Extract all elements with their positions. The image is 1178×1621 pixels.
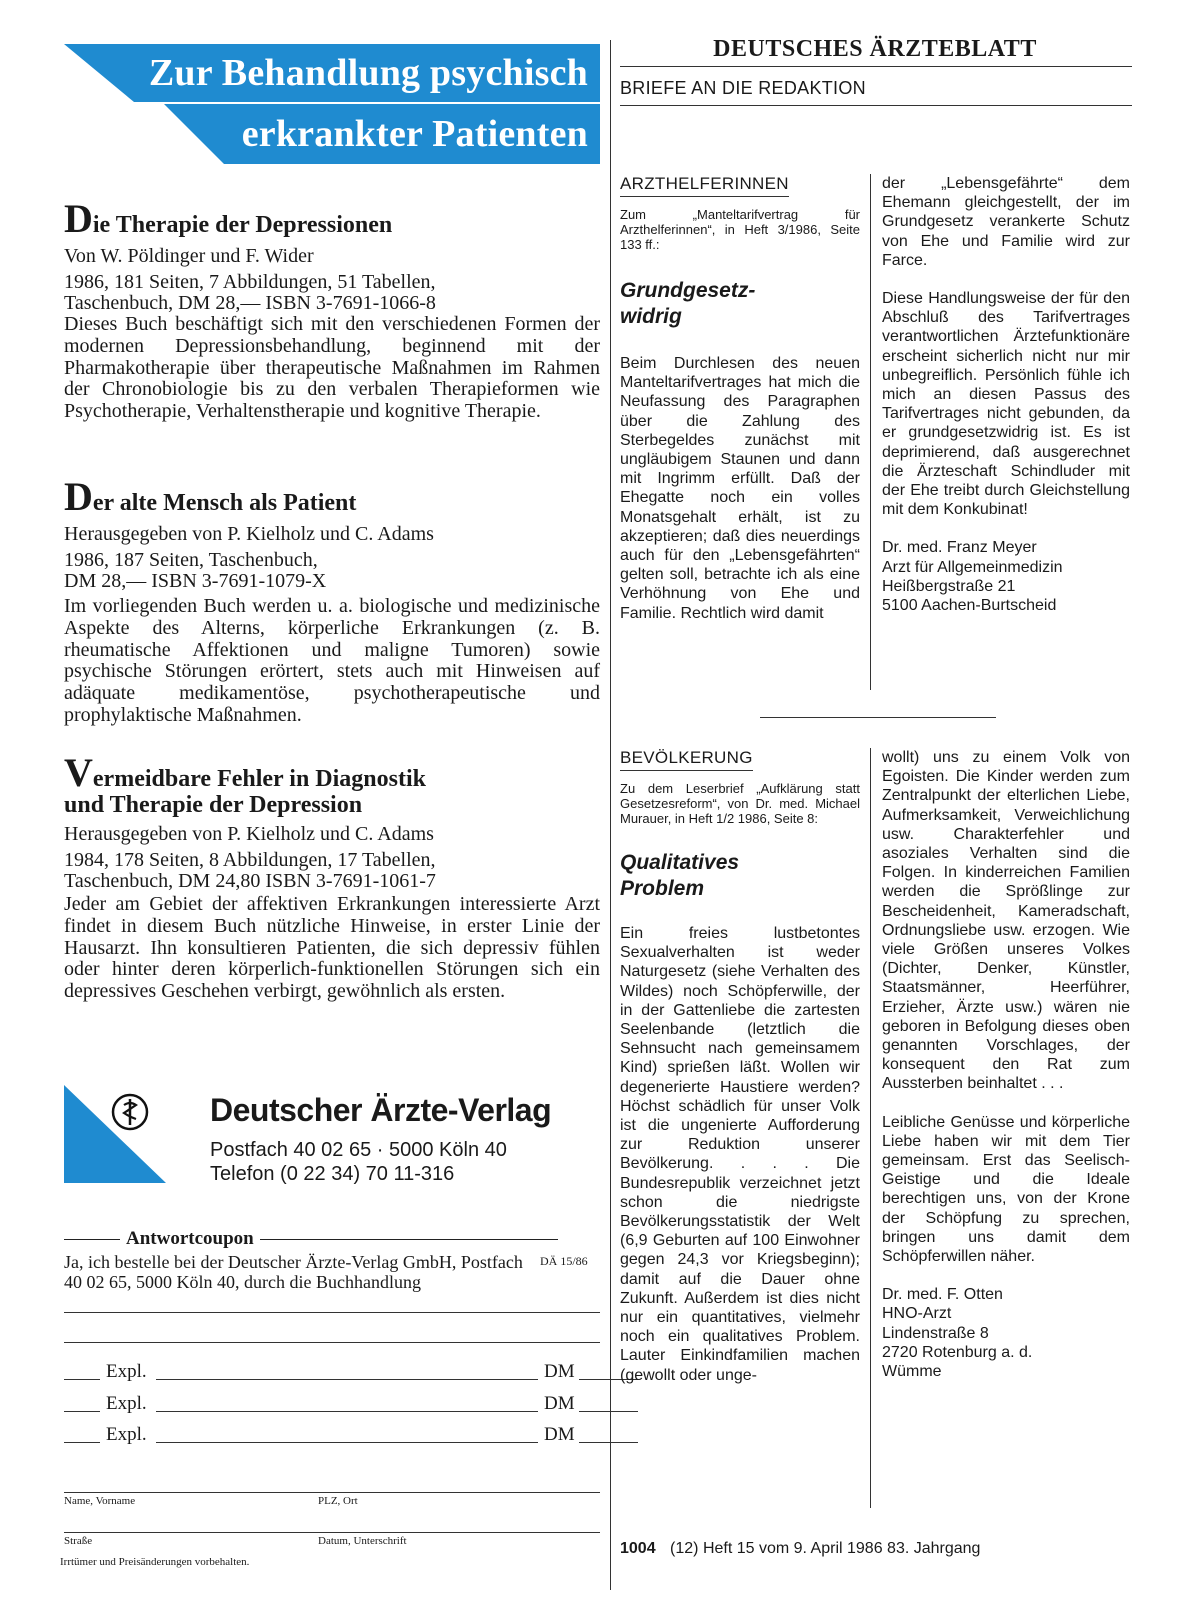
page-footer [620, 1540, 980, 1558]
book-description: Jeder am Gebiet der affektiven Erkrankungen interessierte Arzt findet in diesem Buch nützliche Hinweise, in erster Linie der Hausarzt. Ihn konsultieren Patienten, die sich depressiv fühlen oder hinter deren körperlich-funktionellen Störungen sich ein depressives Geschehen verbirgt, gewöhnlich als ersten. [64, 893, 600, 1003]
section-rule [620, 105, 1132, 106]
book-description: Dieses Buch beschäftigt sich mit den verschiedenen Formen der modernen Depressionsbehandlung, beginnend mit der Pharmakotherapie über therapeutische Maßnahmen im Rahmen der Chronobiologie bis zu den verbalen Therapieformen wie Psychotherapie, Verhaltenstherapie und kognitive Therapie. [64, 313, 600, 423]
date-label: Datum, Unterschrift [318, 1535, 407, 1547]
book-details: DM 28,— ISBN 3-7691-1079-X [64, 570, 327, 592]
letter-column: der „Lebensgefährte“ dem Ehemann gleichgestellt, der im Grundgesetz verankerte Schutz von Ehe und Familie wird zur Farce. Diese Handlungsweise der für den Abschluß des Tarifvertrages verantwortlichen Ärztefunktionäre erscheint sicherlich nicht nur mir unbegreiflich. Persönlich fühle ich mich an diesen Passus des Tarifvertrages nicht gebunden, da er grundgesetzwidrig ist. Es ist deprimierend, daß ausgerechnet die Ärzteschaft Schindluder mit der Ehe treibt durch Gleichstellung mit dem Konkubinat! Dr. med. Franz Meyer Arzt für Allgemeinmedizin Heißbergstraße 21 5100 Aachen-Burtscheid [882, 175, 1130, 615]
coupon-blank-line[interactable] [64, 1312, 600, 1313]
letter-reference: Zum „Manteltarifvertrag für Arzthelferinnen“, in Heft 3/1986, Seite 133 ff.: [620, 207, 860, 252]
book-details: Taschenbuch, DM 28,— ISBN 3-7691-1066-8 [64, 292, 436, 314]
coupon-order-row[interactable]: Expl. DM [64, 1361, 600, 1385]
letter-headline: Grundgesetz- widrig [620, 279, 756, 328]
letter-signature: Dr. med. F. Otten HNO-Arzt Lindenstraße 8 2720 Rotenburg a. d. Wümme [882, 1286, 1033, 1381]
column-divider [610, 40, 611, 1590]
book-authors: Herausgegeben von P. Kielholz und C. Adams [64, 523, 434, 545]
book-entry [64, 750, 600, 1003]
letter-column [620, 174, 860, 642]
letter-topic: BEVÖLKERUNG [620, 748, 753, 771]
banner-shape [164, 104, 224, 164]
publisher-name: Deutscher Ärzte-Verlag [210, 1092, 552, 1128]
book-authors: Von W. Pöldinger und F. Wider [64, 245, 314, 267]
banner-title-line2: erkrankter Patienten [241, 113, 588, 155]
book-entry [64, 474, 600, 727]
letter-column: wollt) uns zu einem Volk von Egoisten. Die Kinder werden zum Zentralpunkt der elterlichen Liebe, Aufmerksamkeit, Verweichlichung usw. Charakterfehler und asoziales Verhalten sind die Folgen. In kinderreichen Familien werden die Sprößlinge zur Bescheidenheit, Kameradschaft, Ordnungsliebe usw. erzogen. Wie viele Größen unseres Volkes (Dichter, Denker, Künstler, Staatsmänner, Heerführer, Erzieher, Ärzte usw.) wären nie geboren in Befolgung dieses oben genannten Vorschlages, der konsequent den Rat zum Aussterben beinhaltet . . . Leibliche Genüsse und körperliche Liebe haben wir mit dem Tier gemeinsam. Erst das Seelisch-Geistige und die Ideale berechtigen uns, von der Krone der Schöpfung zu sprechen, bringen uns damit dem Schöpferwillen näher. Dr. med. F. Otten HNO-Arzt Lindenstraße 8 2720 Rotenburg a. d. Wümme [882, 749, 1130, 1381]
book-title: Vermeidbare Fehler in Diagnostik und Therapie der Depression [64, 750, 426, 818]
section-title: BRIEFE AN DIE REDAKTION [620, 78, 866, 98]
letter-separator [760, 717, 996, 718]
letter-signature: Dr. med. Franz Meyer Arzt für Allgemeinmedizin Heißbergstraße 21 5100 Aachen-Burtscheid [882, 539, 1063, 615]
letter-reference: Zu dem Leserbrief „Aufklärung statt Gesetzesreform“, von Dr. med. Michael Murauer, in Heft 1/2 1986, Seite 8: [620, 781, 860, 826]
book-details: 1986, 181 Seiten, 7 Abbildungen, 51 Tabellen, [64, 271, 436, 293]
publisher-logo-icon [110, 1092, 150, 1132]
issue-info: (12) Heft 15 vom 9. April 1986 83. Jahrgang [670, 1540, 981, 1557]
masthead-rule [620, 66, 1132, 67]
ad-banner [64, 44, 600, 166]
coupon-title: Antwortcoupon [64, 1228, 600, 1250]
column-divider [870, 748, 871, 1508]
name-label: Name, Vorname [64, 1495, 136, 1507]
column-divider [870, 174, 871, 690]
street-field[interactable] [64, 1532, 600, 1533]
coupon-order-row[interactable]: Expl. DM [64, 1393, 600, 1417]
book-title: Die Therapie der Depressionen [64, 196, 393, 241]
banner-shape [64, 44, 134, 102]
coupon-order-row[interactable]: Expl. DM [64, 1424, 600, 1448]
publisher-address: Postfach 40 02 65 · 5000 Köln 40 Telefon (0 22 34) 70 11-316 [210, 1139, 507, 1185]
coupon-text: Ja, ich bestelle bei der Deutscher Ärzte-Verlag GmbH, Postfach 40 02 65, 5000 Köln 40, durch die Buchhandlung [64, 1252, 523, 1292]
coupon-blank-line[interactable] [64, 1342, 600, 1343]
book-entry [64, 196, 600, 423]
book-details: Taschenbuch, DM 24,80 ISBN 3-7691-1061-7 [64, 870, 436, 892]
book-authors: Herausgegeben von P. Kielholz und C. Adams [64, 823, 434, 845]
letter-body: Beim Durchlesen des neuen Manteltarifvertrages hat mich die Neufassung des Paragraphen über die Zahlung des Sterbegeldes zunächst mit ungläubigem Staunen und dann mit Ingrimm erfüllt. Daß der Ehegatte noch ein volles Monatsgehalt erhält, ist zu akzeptieren; daß dies neuerdings auch für den „Lebensgefährten“ gelten soll, betrachte ich als eine Verhöhnung von Ehe und Familie. Rechtlich wird damit [620, 355, 860, 622]
letter-headline: Qualitatives Problem [620, 851, 740, 900]
book-details: 1984, 178 Seiten, 8 Abbildungen, 17 Tabellen, [64, 849, 436, 871]
street-label: Straße [64, 1535, 93, 1547]
coupon-code: DÄ 15/86 [540, 1254, 588, 1268]
letter-body: Ein freies lustbetontes Sexualverhalten ist weder Naturgesetz (siehe Verhalten des Wildes) noch Schöpferwille, der in der Gattenliebe die zartesten Seelenbande (letztlich die Sehnsucht nach gemeinsamem Kind) sprießen läßt. Wollen wir degenerierte Haustiere werden? Höchst schädlich für unser Volk ist die ungenierte Aufforderung zur Reduktion unserer Bevölkerung. . . . Die Bundesrepublik verzeichnet jetzt schon die niedrigste Bevölkerungsstatistik der Welt (6,9 Geburten auf 100 Einwohner gegen 24,3 vor Kriegsbeginn); damit auf die Dauer ohne Zukunft. Außerdem ist dies nicht nur ein quantitatives, vielmehr noch ein qualitatives Problem. Lauter Einkindfamilien machen (gewollt oder unge- [620, 925, 860, 1384]
banner-title-line1: Zur Behandlung psychisch [148, 52, 588, 94]
book-description: Im vorliegenden Buch werden u. a. biologische und medizinische Aspekte des Alterns, körperliche Erkrankungen (z. B. rheumatische Affektionen und maligne Tumoren) sowie psychische Störungen erörtert, stets auch mit Hinweisen auf adäquate medikamentöse, psychotherapeutische und prophylaktische Maßnahmen. [64, 595, 600, 726]
page-number: 1004 [620, 1540, 656, 1557]
letter-column [620, 748, 860, 1404]
letter-topic: ARZTHELFERINNEN [620, 174, 789, 197]
name-field[interactable] [64, 1492, 600, 1493]
book-title: Der alte Mensch als Patient [64, 474, 357, 519]
masthead-title: DEUTSCHES ÄRZTEBLATT [713, 36, 1037, 62]
plz-label: PLZ, Ort [318, 1495, 358, 1507]
disclaimer: Irrtümer und Preisänderungen vorbehalten. [60, 1556, 250, 1568]
book-details: 1986, 187 Seiten, Taschenbuch, [64, 549, 318, 571]
